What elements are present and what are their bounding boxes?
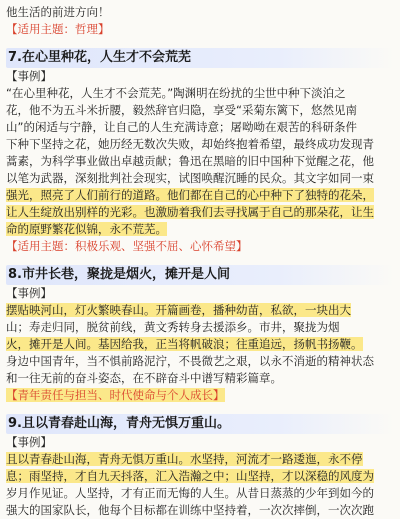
body-line: “在心里种花，人生才不会荒芜。”陶渊明在纷扰的尘世中种下淡泊之 [6,86,346,100]
section-body-9 [6,451,394,519]
section-body-7 [6,85,394,238]
body-line: 以笔为武器，深刻批判社会现实，试图唤醒沉睡的民众。其文字如同一束 [6,171,374,185]
body-line [6,204,394,221]
body-line [6,302,394,319]
body-line: 岁月作见证。人坚持，才有正而无悔的人生。从昔日蒸蒸的少年到如今的 [6,486,374,500]
section-body-8 [6,302,394,387]
body-line-text: 花，他不为五斗米折腰，毅然辞官归隐，享受“采菊东篱下，悠然见南 [6,103,357,117]
intro-theme-tag: 【适用主题：哲理】 [6,22,110,36]
body-line: 蒿素，为科学事业做出卓越贡献；鲁迅在黑暗的旧中国种下觉醒之花，他 [6,154,374,168]
example-label-8: 【事例】 [6,286,52,300]
section-title-9: 9.且以青春赴山海，青舟无惧万重山。 [6,414,394,434]
highlighted-text: 息；雨坚持，才自九天抖落，汇入浩瀚之中；山坚持，才以深稳的风度为 [6,469,374,483]
section-title-8: 8.市井长巷，聚拢是烟火，摊开是人间 [6,265,394,285]
section-title-7: 7.在心里种花，人生才不会荒芜 [6,48,394,68]
example-label-7: 【事例】 [6,69,52,83]
section-theme-tag-8 [6,387,394,404]
body-line [6,451,394,468]
body-line: 山；寿走归同，脱贫前线，黄文秀转身去援添乡。市井，聚拢为烟 [6,320,340,334]
body-line: 身边中国青年，当不惧前路泥泞，不畏微艺之艰，以永不消逝的精神状态 [6,354,374,368]
body-line: 山”的闲适与宁静，让自己的人生充满诗意；屠呦呦在艰苦的科研条件 [6,120,357,134]
section-theme-tag-7: 【适用主题：积极乐观、坚强不屈、心怀希望】 [6,239,248,253]
body-line: 下种下坚持之花，她历经无数次失败，却始终抱着希望，最终成功发现青 [6,137,374,151]
highlighted-text: 且以青春赴山海，青舟无惧万重山。水坚持，河流才一路逶迤，永不停 [6,452,363,466]
body-line [6,187,394,204]
body-line [6,468,394,485]
body-line: 和一往无前的奋斗姿态，在不辟奋斗中谱写精彩篇章。 [6,371,282,385]
body-line: 强大的国家队长，他每个目标都在训练中坚持着，一次次摔倒，一次次跑 [6,503,374,517]
highlighted-text: 【青年责任与担当、时代使命与个人成长】 [6,388,225,402]
example-label-9: 【事例】 [6,435,52,449]
highlighted-text: 强光，照亮了人们前行的道路。他们都在自己的心中种下了独特的花朵， [6,188,374,202]
highlighted-text: 让人生绽放出别样的光彩。也激励着我们去寻找属于自己的那朵花，让生 [6,205,374,219]
highlighted-text: 命的原野繁花似锦，永不荒芜。 [6,222,167,236]
intro-line: 他生活的前进方向！ [6,5,110,19]
body-line [6,221,394,238]
document-page [0,4,400,517]
highlighted-text: 摆贴映河山，灯火繁映春山。开篇画卷，播种幼苗，私欲，一块出大 [6,303,351,317]
body-line [6,336,394,353]
highlighted-text: 火，摊开是人间。基因给我，正当将帆破浪；往重追远，扬帆书扬鞭。 [6,337,363,351]
body-line [6,102,394,119]
